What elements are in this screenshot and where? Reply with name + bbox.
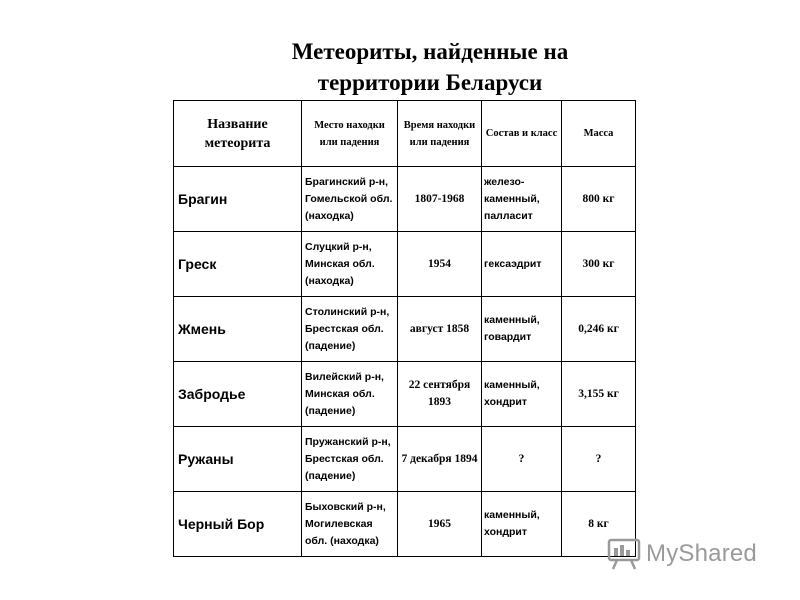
table-row: [174, 362, 636, 427]
header-name: Название метеорита: [174, 101, 302, 167]
header-composition: Состав и класс: [482, 101, 562, 167]
cell-place: Быховский р-н, Могилевская обл. (находка): [302, 492, 398, 557]
table-row: [174, 427, 636, 492]
cell-place: Вилейский р-н, Минская обл. (падение): [302, 362, 398, 427]
cell-mass: 800 кг: [562, 167, 636, 232]
cell-composition: каменный, хондрит: [482, 492, 562, 557]
cell-time: 1807-1968: [398, 167, 482, 232]
watermark: [606, 534, 757, 574]
cell-composition: ?: [482, 427, 562, 492]
title-line-1: Метеориты, найденные на: [291, 39, 569, 64]
cell-composition: железо-каменный, палласит: [482, 167, 562, 232]
cell-time: август 1858: [398, 297, 482, 362]
title-line-2: территории Беларуси: [317, 70, 543, 95]
cell-name: Жмень: [174, 297, 302, 362]
table-row: [174, 492, 636, 557]
cell-mass: 0,246 кг: [562, 297, 636, 362]
cell-place: Столинский р-н, Брестская обл. (падение): [302, 297, 398, 362]
cell-name: Греск: [174, 232, 302, 297]
cell-place: Брагинский р-н, Гомельской обл. (находка): [302, 167, 398, 232]
cell-mass: 300 кг: [562, 232, 636, 297]
cell-composition: каменный, хондрит: [482, 362, 562, 427]
cell-composition: каменный, говардит: [482, 297, 562, 362]
watermark-text: MyShared: [646, 540, 757, 567]
cell-place: Пружанский р-н, Брестская обл. (падение): [302, 427, 398, 492]
header-place: Место находки или падения: [302, 101, 398, 167]
cell-time: 22 сентября 1893: [398, 362, 482, 427]
cell-composition: гексаэдрит: [482, 232, 562, 297]
page-title: [250, 36, 610, 98]
cell-name: Черный Бор: [174, 492, 302, 557]
cell-mass: 3,155 кг: [562, 362, 636, 427]
meteorites-table: [173, 100, 636, 557]
table-header-row: [174, 101, 636, 167]
table-row: [174, 297, 636, 362]
header-time: Время находки или падения: [398, 101, 482, 167]
table-row: [174, 167, 636, 232]
header-mass: Масса: [562, 101, 636, 167]
table-row: [174, 232, 636, 297]
cell-mass: 8 кг: [562, 492, 636, 557]
cell-time: 7 декабря 1894: [398, 427, 482, 492]
cell-name: Брагин: [174, 167, 302, 232]
cell-name: Забродье: [174, 362, 302, 427]
cell-place: Слуцкий р-н, Минская обл. (находка): [302, 232, 398, 297]
cell-time: 1965: [398, 492, 482, 557]
cell-time: 1954: [398, 232, 482, 297]
presentation-board-icon: [606, 536, 642, 572]
cell-name: Ружаны: [174, 427, 302, 492]
cell-mass: ?: [562, 427, 636, 492]
